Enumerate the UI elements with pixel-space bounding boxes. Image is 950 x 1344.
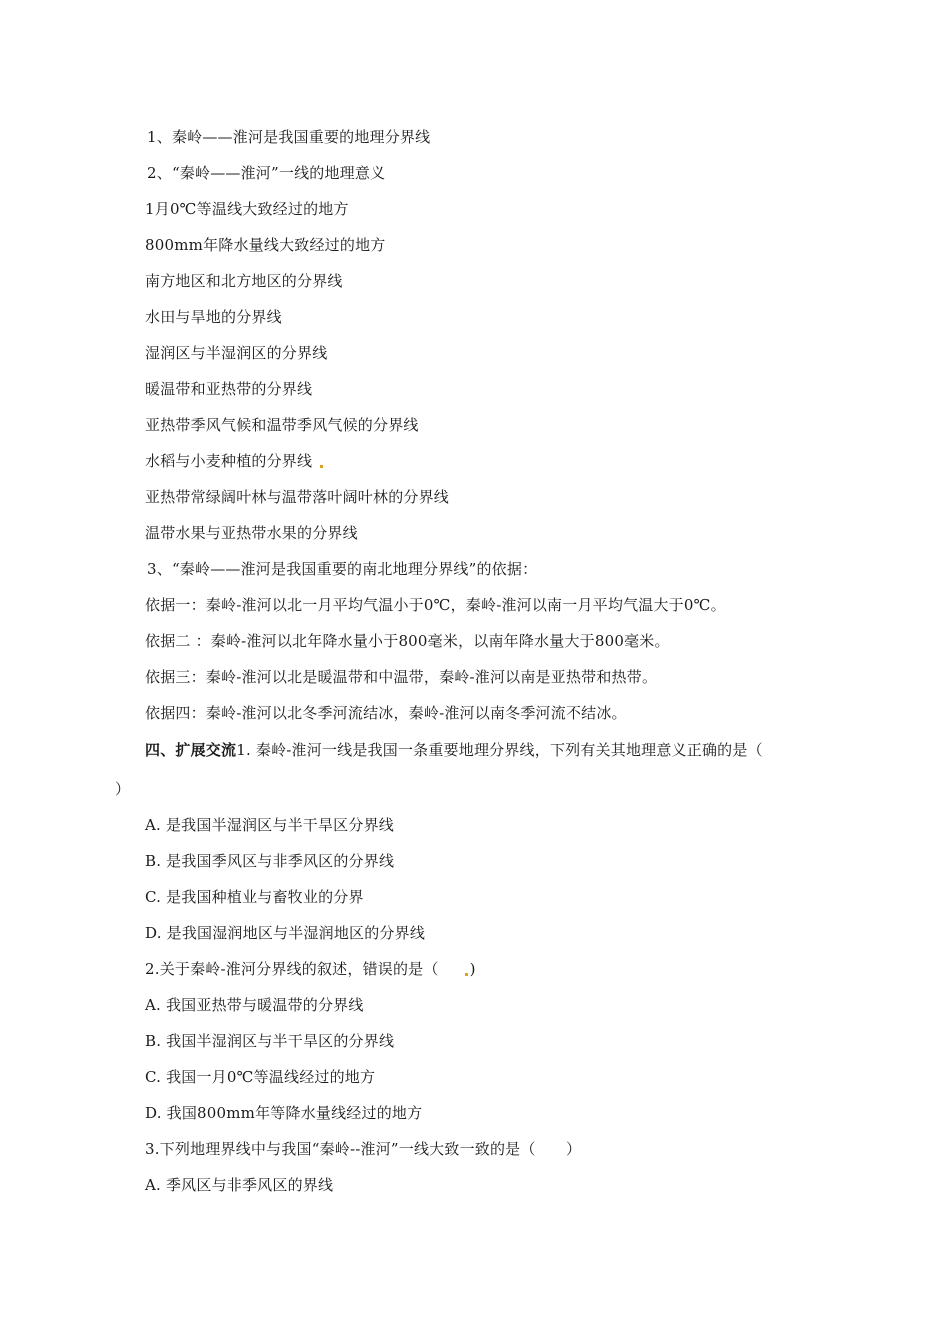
text-line-5: 南方地区和北方地区的分界线 (145, 272, 343, 290)
question-2-text: 2.关于秦岭-淮河分界线的叙述，错误的是（ (145, 960, 439, 978)
text-line-9: 亚热带季风气候和温带季风气候的分界线 (145, 416, 419, 434)
text-line-13: 3、“秦岭——淮河是我国重要的南北地理分界线”的依据： (147, 560, 538, 578)
q1-option-b: B. 是我国季风区与非季风区的分界线 (145, 852, 395, 870)
q1-option-a: A. 是我国半湿润区与半干旱区分界线 (145, 816, 394, 834)
question-2-close: ) (469, 960, 476, 978)
text-line-3: 1月0℃等温线大致经过的地方 (145, 200, 349, 218)
text-line-12: 温带水果与亚热带水果的分界线 (145, 524, 358, 542)
basis-3: 依据三：秦岭-淮河以北是暖温带和中温带，秦岭-淮河以南是亚热带和热带。 (145, 668, 658, 686)
text-line-11: 亚热带常绿阔叶林与温带落叶阔叶林的分界线 (145, 488, 450, 506)
section-heading: 四、扩展交流 (145, 741, 237, 759)
text-line-10-text: 水稻与小麦种植的分界线 (145, 452, 313, 470)
q1-option-d: D. 是我国湿润地区与半湿润地区的分界线 (145, 924, 426, 942)
q2-option-b: B. 我国半湿润区与半干旱区的分界线 (145, 1032, 395, 1050)
q3-option-a: A. 季风区与非季风区的界线 (145, 1176, 334, 1194)
q2-option-a: A. 我国亚热带与暖温带的分界线 (145, 996, 364, 1014)
q2-option-c: C. 我国一月0℃等温线经过的地方 (145, 1068, 376, 1086)
basis-4: 依据四：秦岭-淮河以北冬季河流结冰，秦岭-淮河以南冬季河流不结冰。 (145, 704, 627, 722)
question-1-text: 1. 秦岭-淮河一线是我国一条重要地理分界线，下列有关其地理意义正确的是（ (236, 741, 763, 759)
text-line-1: 1、秦岭——淮河是我国重要的地理分界线 (147, 128, 431, 146)
dot-mark-2 (465, 973, 468, 976)
text-line-4: 800mm年降水量线大致经过的地方 (145, 236, 386, 254)
question-1-close: ） (115, 780, 131, 798)
q2-option-d: D. 我国800mm年等降水量线经过的地方 (145, 1104, 423, 1122)
question-3: 3.下列地理界线中与我国“秦岭--淮河”一线大致一致的是（ ） (145, 1140, 582, 1158)
text-line-7: 湿润区与半湿润区的分界线 (145, 344, 328, 362)
text-line-2: 2、“秦岭——淮河”一线的地理意义 (147, 164, 386, 182)
basis-1: 依据一：秦岭-淮河以北一月平均气温小于0℃，秦岭-淮河以南一月平均气温大于0℃。 (145, 596, 726, 614)
basis-2: 依据二 ：秦岭-淮河以北年降水量小于800毫米，以南年降水量大于800毫米。 (145, 632, 670, 650)
question-2 (145, 959, 476, 979)
dot-mark (320, 465, 323, 468)
text-line-10 (145, 451, 323, 471)
question-1 (145, 740, 763, 760)
text-line-8: 暖温带和亚热带的分界线 (145, 380, 313, 398)
q1-option-c: C. 是我国种植业与畜牧业的分界 (145, 888, 364, 906)
text-line-6: 水田与旱地的分界线 (145, 308, 282, 326)
